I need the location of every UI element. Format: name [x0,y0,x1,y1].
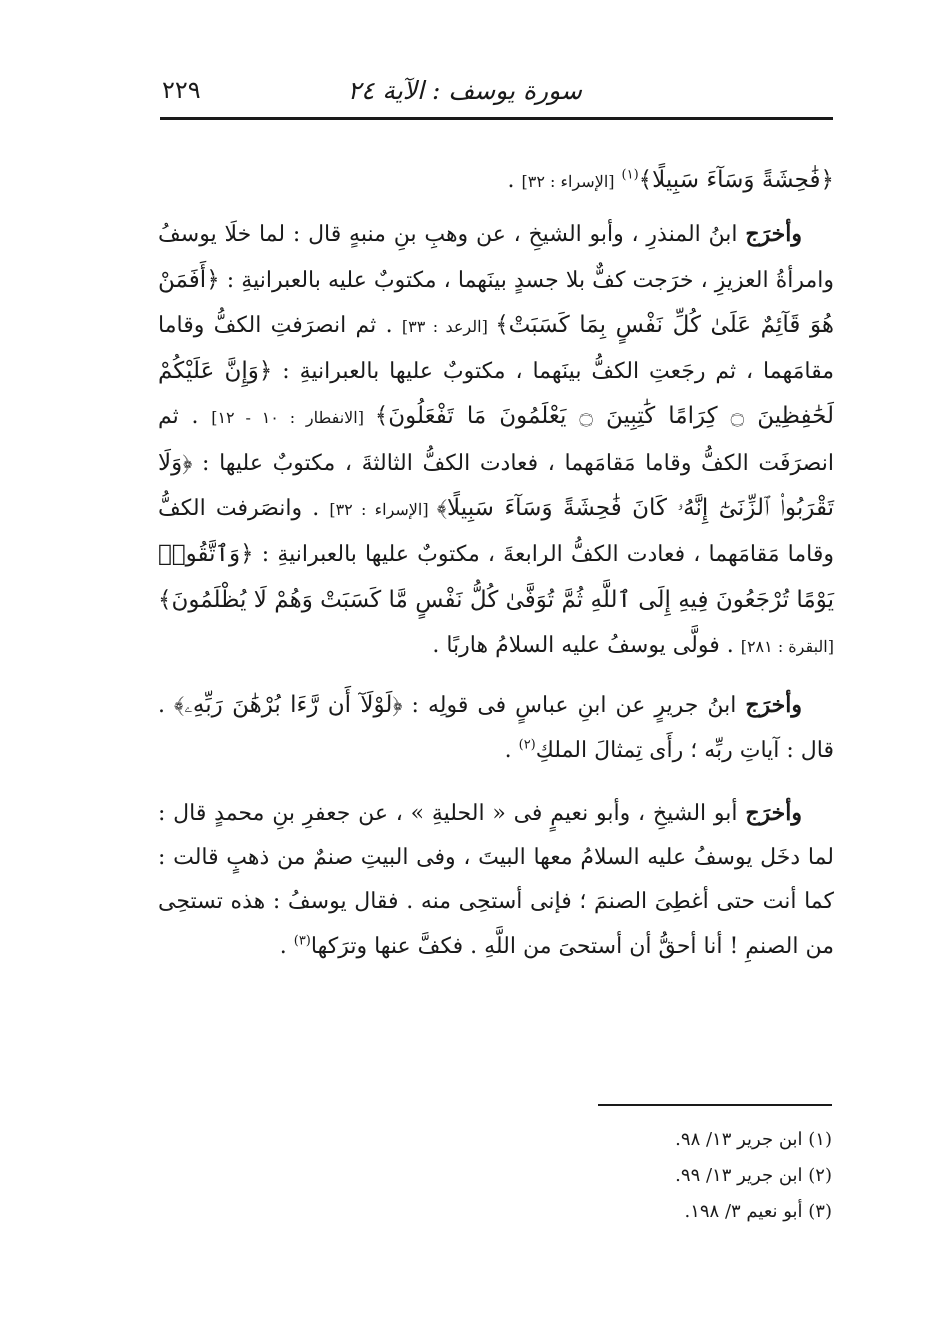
text-run: . ثم انصرَفتِ الكفُّ وقاما مقامَهما ، ثم رجَعتِ الكفُّ بينَهما ، مكتوبٌ عليها بالعبرانيةِ : [158,312,834,385]
text-run: . فولَّى يوسفُ عليه السلامُ هاربًا . [432,632,741,658]
verse-ref: [البقرة : ٢٨١] [740,636,834,656]
header-rule [160,117,833,120]
lead-word: وأخرَج [745,221,802,248]
text-run: . [504,737,519,763]
footnote-rule [598,1104,832,1106]
text-run: . [507,168,522,193]
text-run: أبو الشيخِ ، وأبو نعيمٍ فى « الحليةِ » ، عن جعفرِ بنِ محمدٍ قال : لما دخَل يوسفُ عليه السلامُ معها البيتَ ، وفى البيتِ صنمٌ من ذهبٍ قالت : كما أنت حتى أغطِىَ الصنمَ ؛ فإنى أستحِى منه . فقال يوسفُ : هذه تستحِى من الصنمِ ! أنا أحقُّ أن أستحىَ من اللَّهِ . فكفَّ عنها وترَكها [158,800,834,959]
lead-word: وأخرَج [745,692,803,719]
quran-quote: ﴿لَوْلَآ أَن رَّءَا بُرْهَٰنَ رَبِّهِۦ﴾ [174,692,403,719]
page-number: ٢٢٩ [162,76,201,104]
text-run: . [279,933,294,959]
verse-ref: [الانفطار : ١٠ - ١٢] [211,408,375,428]
text-run: ابنُ المنذرِ ، وأبو الشيخِ ، عن وهبِ بنِ منبهٍ قال : لما خلَا يوسفُ وامرأةُ العزيزِ ، خرَجت كفٌّ بلا جسدٍ بينَهما ، مكتوبٌ عليه بالعبرانيةِ : [158,222,834,293]
verse-ref: [الإسراء : ٣٢] [329,500,437,520]
footnote-ref-3: (٣) [293,933,311,949]
paragraph-2 [158,212,834,669]
text-run: ابنُ جريرٍ عن ابنِ عباسٍ فى قولِه : [402,693,746,719]
quran-quote: ﴿وَلَا تَقْرَبُوا۟ ٱلزِّنَىٰٓ إِنَّهُۥ كَانَ فَٰحِشَةً وَسَآءَ سَبِيلًا﴾ [158,449,835,522]
footnotes [432,1122,832,1230]
quran-quote: ﴿وَإِنَّ عَلَيْكُمْ لَحَٰفِظِينَ ۝ كِرَامًا كَٰتِبِينَ ۝ يَعْلَمُونَ مَا تَفْعَلُونَ﴾ [158,358,835,430]
running-header [160,72,832,112]
footnote-ref-1: (١) [621,167,639,183]
paragraph-3 [158,683,834,773]
main-text [158,158,834,969]
verse-ref: [الرعد : ٣٣] [401,316,496,336]
quran-quote: ﴿أَفَمَنْ هُوَ قَآئِمٌ عَلَىٰ كُلِّ نَفْسٍ بِمَا كَسَبَتْ﴾ [158,266,835,338]
footnote-3: (٣) أبو نعيم ٣/ ١٩٨. [684,1201,832,1222]
lead-word: وأخرَج [745,799,802,826]
paragraph-1 [158,158,834,204]
text-run: . قال : آياتِ ربِّه ؛ رأَى تِمثالَ الملكِ [158,693,834,763]
surah-title: سورة يوسف : الآية ٢٤ [347,76,582,105]
quran-quote: ﴿فَٰحِشَةً وَسَآءَ سَبِيلًا﴾ [638,167,834,193]
footnote-ref-2: (٢) [518,737,536,753]
footnote-1: (١) ابن جرير ١٣/ ٩٨. [675,1129,832,1150]
quran-quote: ﴿وَٱتَّقُوا۟ يَوْمًا تُرْجَعُونَ فِيهِ إِلَى ٱللَّهِ ثُمَّ تُوَفَّىٰ كُلُّ نَفْسٍ مَّا كَسَبَتْ وَهُمْ لَا يُظْلَمُونَ﴾ [158,541,834,613]
text-run: . ثم انصرَفَت الكفُّ وقاما مَقامَهما ، فعادت الكفُّ الثالثةَ ، مكتوبٌ عليها : [158,404,834,476]
verse-ref: [الإسراء : ٣٢] [521,172,615,191]
paragraph-4 [158,791,834,969]
text-run: . وانصَرفت الكفُّ وقاما مَقامَهما ، فعادت الكفُّ الرابعةَ ، مكتوبٌ عليها بالعبرانيةِ : [158,496,834,568]
footnote-2: (٢) ابن جرير ١٣/ ٩٩. [675,1165,832,1186]
